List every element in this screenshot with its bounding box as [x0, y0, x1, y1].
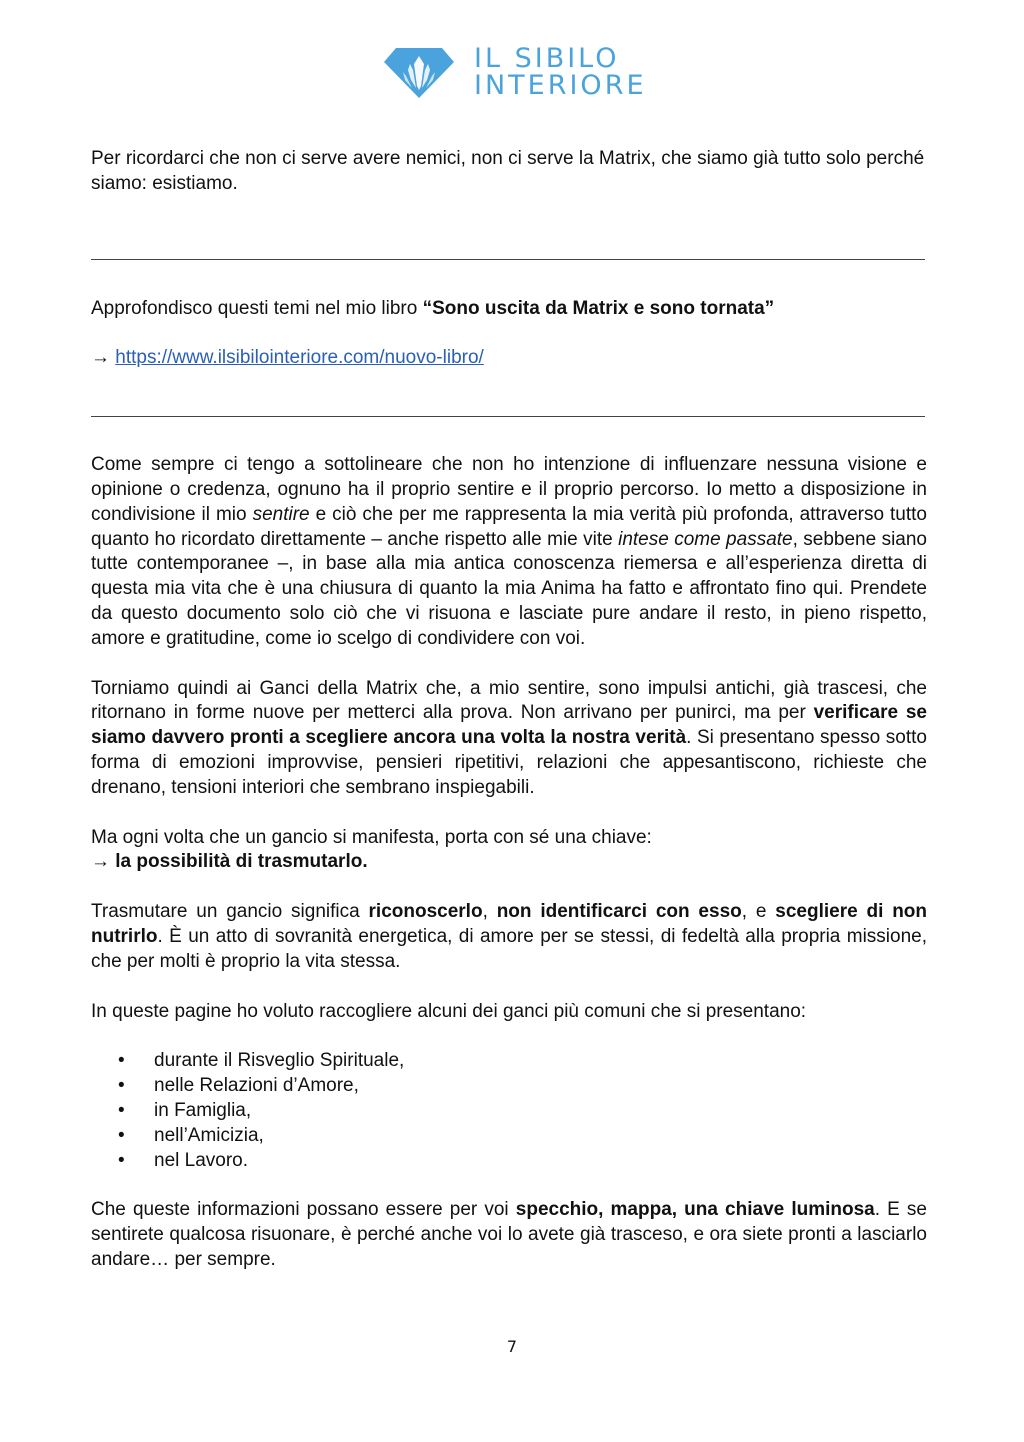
list-item [118, 1124, 927, 1149]
book-promo [91, 297, 927, 322]
ganci-text: Torniamo quindi ai Ganci della Matrix che, a mio sentire, sono impulsi antichi, già trascesi, che ritornano in forme nuove per metterci alla prova. Non arrivano per punirci, ma per [91, 677, 927, 724]
brand-line-2: INTERIORE [474, 70, 647, 101]
trasmutare-text: , [482, 901, 497, 923]
bullet-icon: • [118, 1050, 125, 1072]
disclaimer-italic: sentire [252, 503, 310, 525]
diamond-icon [384, 46, 454, 98]
arrow-icon: → [91, 851, 116, 873]
disclaimer-italic: intese come passate [618, 528, 793, 550]
brand-name [474, 45, 647, 99]
brand-logo [384, 42, 647, 102]
book-link-line [91, 346, 927, 371]
bullet-icon: • [118, 1075, 125, 1097]
list-item-text: durante il Risveglio Spirituale, [154, 1050, 405, 1072]
ganci-text: . Si presentano spesso sotto forma di emozioni improvvise, pensieri ripetitivi, relazioni che appesantiscono, richieste che drenano, tensioni interiori che sembrano inspiegabili. [91, 727, 927, 798]
book-link[interactable]: https://www.ilsibilointeriore.com/nuovo-libro/ [115, 347, 484, 369]
trasmutare-text: . È un atto di sovranità energetica, di amore per se stessi, di fedeltà alla propria missione, che per molti è proprio la vita stessa. [91, 925, 927, 972]
disclaimer-paragraph [91, 453, 927, 651]
bullet-icon: • [118, 1099, 125, 1121]
chiave-bold: la possibilità di trasmutarlo. [115, 851, 368, 873]
list-item [118, 1099, 927, 1124]
list-item [118, 1149, 927, 1174]
closing-text: Che queste informazioni possano essere per voi [91, 1199, 516, 1221]
disclaimer-text: Come sempre ci tengo a sottolineare che non ho intenzione di influenzare nessuna visione e opinione o credenza, ognuno ha il proprio sentire e il proprio percorso. Io metto a disposizione in condivisione il mio [91, 454, 927, 525]
list-item [118, 1074, 927, 1099]
trasmutare-paragraph [91, 900, 927, 974]
book-promo-prefix: Approfondisco questi temi nel mio libro [91, 297, 423, 319]
intro-paragraph: Per ricordarci che non ci serve avere nemici, non ci serve la Matrix, che siamo già tutto solo perché siamo: esistiamo. [91, 148, 925, 194]
list-item-text: nel Lavoro. [154, 1149, 249, 1171]
chiave-bold-line [91, 850, 927, 875]
trasmutare-bold: non identificarci con esso [496, 901, 742, 923]
bullet-icon: • [118, 1149, 125, 1171]
arrow-icon: → [91, 347, 116, 369]
document-body [91, 147, 927, 1273]
ganci-list [118, 1049, 927, 1173]
ganci-bold: verificare se siamo davvero pronti a scegliere ancora una volta la nostra verità [91, 702, 927, 749]
list-intro: In queste pagine ho voluto raccogliere alcuni dei ganci più comuni che si presentano: [91, 1000, 807, 1022]
ganci-paragraph [91, 677, 927, 801]
page-number: 7 [506, 1337, 518, 1356]
brand-line-1: IL SIBILO [474, 43, 620, 74]
trasmutare-bold: riconoscerlo [368, 901, 483, 923]
bullet-icon: • [118, 1124, 125, 1146]
closing-paragraph [91, 1198, 927, 1272]
trasmutare-text: Trasmutare un gancio significa [91, 901, 369, 923]
trasmutare-bold: scegliere di non nutrirlo [91, 901, 928, 947]
list-item [118, 1049, 927, 1074]
closing-text: . E se sentirete qualcosa risuonare, è perché anche voi lo avete già trasceso, e ora siete pronti a lasciarlo andare… per sempre. [91, 1199, 927, 1270]
disclaimer-text: e ciò che per me rappresenta la mia verità più profonda, attraverso tutto quanto ho ricordato direttamente – anche rispetto alle mie vite [91, 503, 927, 550]
list-item-text: in Famiglia, [154, 1099, 252, 1121]
chiave-line: Ma ogni volta che un gancio si manifesta, porta con sé una chiave: [91, 826, 652, 848]
trasmutare-text: , e [741, 901, 776, 923]
list-item-text: nell’Amicizia, [154, 1124, 264, 1146]
list-item-text: nelle Relazioni d’Amore, [154, 1075, 359, 1097]
closing-bold: specchio, mappa, una chiave luminosa [515, 1199, 875, 1221]
disclaimer-text: , sebbene siano tutte contemporanee –, in base alla mia antica conoscenza riemersa e all’esperienza diretta di questa mia vita che è una chiusura di quanto la mia Anima ha fatto e affrontato fino qui. Prendete da questo documento solo ciò che vi risuona e lasciate pure andare il resto, in pieno rispetto, amore e gratitudine, come io scelgo di condividere con voi. [91, 528, 927, 649]
book-title: “Sono uscita da Matrix e sono tornata” [422, 297, 775, 319]
